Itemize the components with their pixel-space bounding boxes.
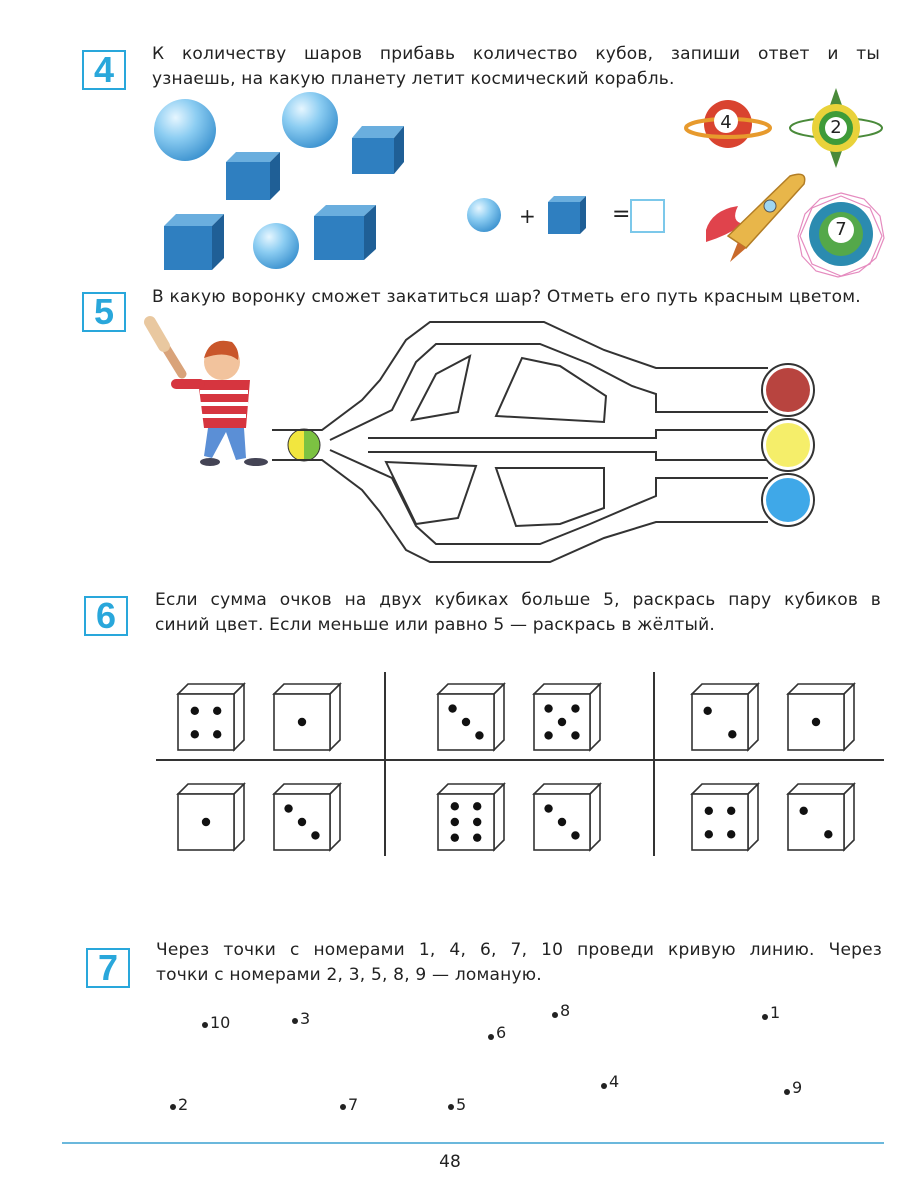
die-pip xyxy=(191,730,199,738)
die-pip xyxy=(727,830,735,838)
point-1-dot[interactable] xyxy=(762,1014,768,1020)
die-3[interactable] xyxy=(438,684,504,750)
die-1[interactable] xyxy=(274,684,340,750)
point-1-label: 1 xyxy=(770,1003,781,1022)
die-pip xyxy=(727,807,735,815)
die-pip xyxy=(799,807,807,815)
point-9-label: 9 xyxy=(792,1078,803,1097)
point-10-dot[interactable] xyxy=(202,1022,208,1028)
point-8-label: 8 xyxy=(560,1001,571,1020)
funnel-red xyxy=(766,368,810,412)
point-8-dot[interactable] xyxy=(552,1012,558,1018)
point-5-label: 5 xyxy=(456,1095,467,1114)
ball xyxy=(154,99,216,161)
die-3[interactable] xyxy=(274,784,340,850)
die-pip xyxy=(705,830,713,838)
point-4-label: 4 xyxy=(609,1072,620,1091)
footer-rule xyxy=(62,1142,884,1144)
die-pip xyxy=(473,818,481,826)
maze-illustration xyxy=(0,300,900,570)
die-pip xyxy=(824,830,832,838)
die-pip xyxy=(451,802,459,810)
funnel-yellow xyxy=(766,423,810,467)
die-pip xyxy=(544,731,552,739)
point-2-dot[interactable] xyxy=(170,1104,176,1110)
cube xyxy=(226,152,280,200)
planet-2-label: 2 xyxy=(830,117,842,138)
task-6-number: 6 xyxy=(84,596,128,636)
rocket-illustration xyxy=(706,174,805,262)
die-pip xyxy=(473,802,481,810)
equation-ball xyxy=(467,198,501,232)
ball xyxy=(282,92,338,148)
die-pip xyxy=(571,704,579,712)
die-pip xyxy=(298,718,306,726)
die-pip xyxy=(451,833,459,841)
task-7-line-2: точки с номерами 2, 3, 5, 8, 9 — ломаную. xyxy=(156,965,542,985)
ball xyxy=(253,223,299,269)
die-pip xyxy=(202,818,210,826)
cube xyxy=(164,214,224,270)
point-6-dot[interactable] xyxy=(488,1034,494,1040)
task-7-number: 7 xyxy=(86,948,130,988)
die-pip xyxy=(728,730,736,738)
die-pip xyxy=(451,818,459,826)
die-pip xyxy=(284,804,292,812)
boy-with-bat-illustration xyxy=(150,322,268,466)
cube xyxy=(314,205,376,260)
point-7-label: 7 xyxy=(348,1095,359,1114)
task-5-line-1: В какую воронку сможет закатиться шар? Отметь его путь красным цветом. xyxy=(152,287,861,307)
point-7-dot[interactable] xyxy=(340,1104,346,1110)
point-3-label: 3 xyxy=(300,1009,311,1028)
die-pip xyxy=(544,704,552,712)
die-pip xyxy=(473,833,481,841)
page-number: 48 xyxy=(439,1152,461,1172)
point-6-label: 6 xyxy=(496,1023,507,1042)
plus-sign: + xyxy=(519,204,536,228)
die-pip xyxy=(571,831,579,839)
die-pip xyxy=(213,707,221,715)
equation-cube xyxy=(548,196,586,234)
die-pip xyxy=(571,731,579,739)
task-7-line-1: Через точки с номерами 1, 4, 6, 7, 10 проведи кривую линию. Через xyxy=(156,940,882,960)
task-5-number: 5 xyxy=(82,292,126,332)
point-4-dot[interactable] xyxy=(601,1083,607,1089)
point-3-dot[interactable] xyxy=(292,1018,298,1024)
die-pip xyxy=(462,718,470,726)
die-pip xyxy=(812,718,820,726)
cube xyxy=(352,126,404,174)
task-4-number: 4 xyxy=(82,50,126,90)
die-pip xyxy=(191,707,199,715)
planet-4-label: 4 xyxy=(720,112,732,133)
die-5[interactable] xyxy=(534,684,600,750)
die-pip xyxy=(448,704,456,712)
task-6-line-2: синий цвет. Если меньше или равно 5 — раскрась в жёлтый. xyxy=(155,615,715,635)
funnel-blue xyxy=(766,478,810,522)
die-pip xyxy=(475,731,483,739)
maze-ball xyxy=(288,429,320,461)
dice-grid xyxy=(0,660,900,870)
die-pip xyxy=(705,807,713,815)
die-pip xyxy=(558,718,566,726)
die-pip xyxy=(213,730,221,738)
task-6-text xyxy=(155,588,881,638)
die-pip xyxy=(544,804,552,812)
die-4[interactable] xyxy=(178,684,244,750)
die-6[interactable] xyxy=(438,784,504,850)
point-5-dot[interactable] xyxy=(448,1104,454,1110)
die-pip xyxy=(703,707,711,715)
die-1[interactable] xyxy=(788,684,854,750)
task-7-text xyxy=(156,938,882,988)
die-pip xyxy=(298,818,306,826)
die-1[interactable] xyxy=(178,784,244,850)
maze-paths xyxy=(272,322,768,562)
answer-box[interactable] xyxy=(631,200,664,232)
die-pip xyxy=(311,831,319,839)
die-pip xyxy=(558,818,566,826)
die-2[interactable] xyxy=(692,684,758,750)
task-6-line-1: Если сумма очков на двух кубиках больше 5, раскрась пару кубиков в xyxy=(155,590,881,610)
task-4-line-1: К количеству шаров прибавь количество кубов, запиши ответ и ты xyxy=(152,44,880,64)
die-3[interactable] xyxy=(534,784,600,850)
planet-7-label: 7 xyxy=(835,219,847,240)
equals-sign: = xyxy=(612,202,631,227)
task-4-illustration xyxy=(0,0,900,290)
die-4[interactable] xyxy=(692,784,758,850)
point-2-label: 2 xyxy=(178,1095,189,1114)
point-9-dot[interactable] xyxy=(784,1089,790,1095)
task-4-line-2: узнаешь, на какую планету летит космический корабль. xyxy=(152,69,675,89)
point-10-label: 10 xyxy=(210,1013,231,1032)
die-2[interactable] xyxy=(788,784,854,850)
